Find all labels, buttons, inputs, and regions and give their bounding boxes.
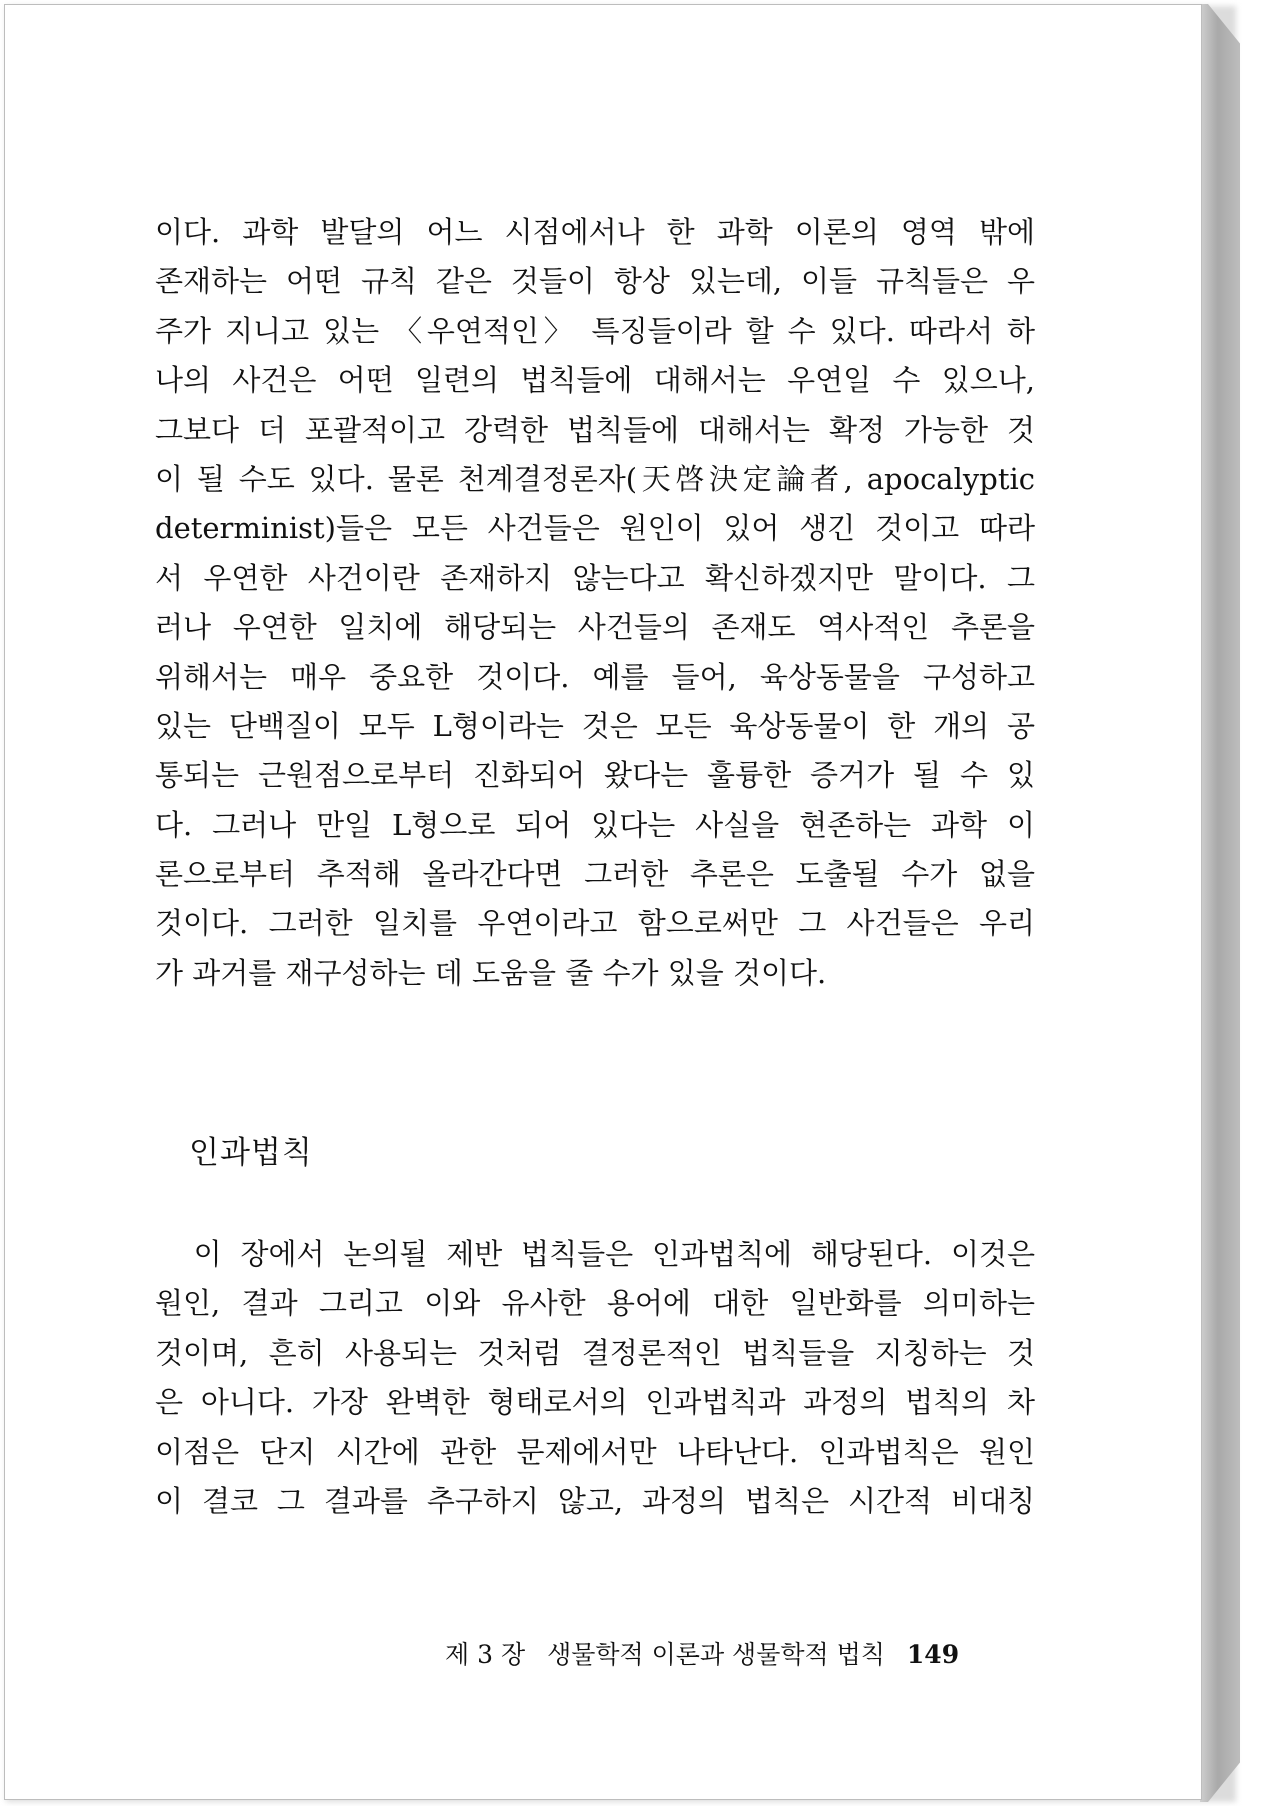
page-edge	[1200, 4, 1240, 1802]
text-line: 은 아니다. 가장 완벽한 형태로서의 인과법칙과 과정의 법칙의 차	[155, 1385, 1035, 1420]
page-number: 149	[906, 1640, 960, 1669]
text-line: 이 장에서 논의될 제반 법칙들은 인과법칙에 해당된다. 이것은	[155, 1237, 1035, 1271]
text-line: 것이다. 그러한 일치를 우연이라고 함으로써만 그 사건들은 우리	[155, 906, 1035, 941]
text-line: 것이며, 흔히 사용되는 것처럼 결정론적인 법칙들을 지칭하는 것	[155, 1335, 1035, 1370]
text-line: 이다. 과학 발달의 어느 시점에서나 한 과학 이론의 영역 밖에	[155, 215, 1035, 249]
text-line: 통되는 근원점으로부터 진화되어 왔다는 훌륭한 증거가 될 수 있	[155, 758, 1035, 793]
book-page	[4, 4, 1202, 1800]
text-line: 이점은 단지 시간에 관한 문제에서만 나타난다. 인과법칙은 원인	[155, 1434, 1035, 1469]
page-footer	[445, 1635, 959, 1671]
body-paragraph-2	[155, 1230, 1035, 1526]
text-line: 러나 우연한 일치에 해당되는 사건들의 존재도 역사적인 추론을	[155, 610, 1035, 645]
text-line: 그보다 더 포괄적이고 강력한 법칙들에 대해서는 확정 가능한 것	[155, 412, 1035, 447]
text-line: 이 될 수도 있다. 물론 천계결정론자(天啓決定論者, apocalyptic	[155, 461, 1035, 496]
text-line: 원인, 결과 그리고 이와 유사한 용어에 대한 일반화를 의미하는	[155, 1286, 1035, 1321]
section-heading: 인과법칙	[189, 1135, 313, 1171]
text-line: 론으로부터 추적해 올라간다면 그러한 추론은 도출될 수가 없을	[155, 857, 1035, 892]
text-line: 위해서는 매우 중요한 것이다. 예를 들어, 육상동물을 구성하고	[155, 659, 1035, 694]
text-line: 다. 그러나 만일 L형으로 되어 있다는 사실을 현존하는 과학 이	[155, 807, 1035, 842]
text-line: 나의 사건은 어떤 일련의 법칙들에 대해서는 우연일 수 있으나,	[155, 363, 1035, 398]
footer-chapter: 제 3 장	[445, 1640, 526, 1669]
text-line: 이 결코 그 결과를 추구하지 않고, 과정의 법칙은 시간적 비대칭	[155, 1483, 1035, 1518]
footer-chapter-title: 생물학적 이론과 생물학적 법칙	[547, 1640, 885, 1669]
text-line: determinist)들은 모든 사건들은 원인이 있어 생긴 것이고 따라	[155, 511, 1035, 546]
text-line: 주가 지니고 있는 〈우연적인〉 특징들이라 할 수 있다. 따라서 하	[155, 313, 1035, 348]
text-line: 있는 단백질이 모두 L형이라는 것은 모든 육상동물이 한 개의 공	[155, 708, 1035, 743]
body-paragraph-1	[155, 208, 1035, 998]
text-line: 존재하는 어떤 규칙 같은 것들이 항상 있는데, 이들 규칙들은 우	[155, 264, 1035, 299]
text-line: 서 우연한 사건이란 존재하지 않는다고 확신하겠지만 말이다. 그	[155, 560, 1035, 595]
text-line: 가 과거를 재구성하는 데 도움을 줄 수가 있을 것이다.	[155, 955, 827, 990]
